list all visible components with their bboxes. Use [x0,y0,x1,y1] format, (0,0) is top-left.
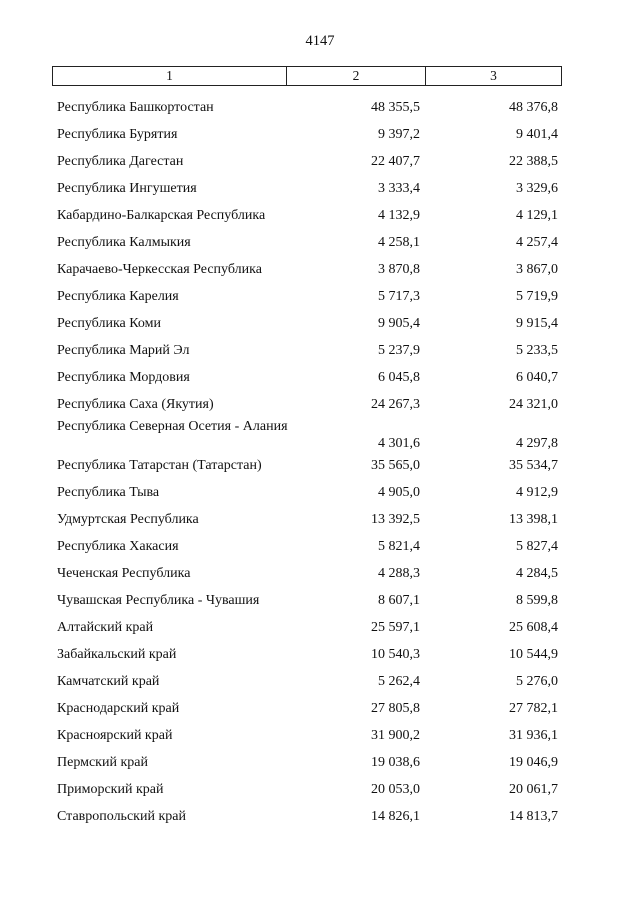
value-col-3: 20 061,7 [509,782,558,797]
value-col-2: 8 607,1 [378,593,420,608]
table-row [0,559,640,586]
table-row [0,505,640,532]
table-row [0,451,640,478]
table-row [0,613,640,640]
value-col-3: 3 329,6 [516,181,558,196]
value-col-2: 5 237,9 [378,343,420,358]
value-col-2: 31 900,2 [371,728,420,743]
region-name: Красноярский край [57,728,173,743]
region-name: Ставропольский край [57,809,186,824]
value-col-3: 14 813,7 [509,809,558,824]
value-col-3: 13 398,1 [509,512,558,527]
value-col-2: 3 870,8 [378,262,420,277]
table-body [0,93,640,829]
value-col-3: 4 284,5 [516,566,558,581]
value-col-2: 13 392,5 [371,512,420,527]
table-row [0,802,640,829]
value-col-3: 5 827,4 [516,539,558,554]
value-col-3: 4 297,8 [516,436,558,451]
value-col-3: 6 040,7 [516,370,558,385]
page-number: 4147 [305,33,335,49]
table-row [0,282,640,309]
table-row [0,748,640,775]
region-name: Алтайский край [57,620,154,635]
table-row [0,228,640,255]
value-col-3: 3 867,0 [516,262,558,277]
table-row [0,532,640,559]
table-row [0,120,640,147]
table-row [0,147,640,174]
value-col-3: 35 534,7 [509,458,558,473]
value-col-2: 25 597,1 [371,620,420,635]
table-row [0,390,640,417]
header-col-1: 1 [53,67,287,85]
value-col-3: 22 388,5 [509,154,558,169]
table-row [0,586,640,613]
value-col-2: 4 132,9 [378,208,420,223]
table-row [0,174,640,201]
region-name: Кабардино-Балкарская Республика [57,208,266,223]
value-col-2: 27 805,8 [371,701,420,716]
value-col-2: 5 821,4 [378,539,420,554]
value-col-3: 4 257,4 [516,235,558,250]
value-col-2: 5 717,3 [378,289,420,304]
value-col-2: 9 905,4 [378,316,420,331]
value-col-2: 48 355,5 [371,100,420,115]
value-col-2: 35 565,0 [371,458,420,473]
table-row [0,417,640,451]
region-name: Чеченская Республика [57,566,191,581]
value-col-3: 25 608,4 [509,620,558,635]
table-row [0,667,640,694]
value-col-2: 14 826,1 [371,809,420,824]
value-col-2: 3 333,4 [378,181,420,196]
region-name: Удмуртская Республика [57,512,199,527]
value-col-3: 9 915,4 [516,316,558,331]
value-col-2: 22 407,7 [371,154,420,169]
value-col-2: 19 038,6 [371,755,420,770]
value-col-3: 10 544,9 [509,647,558,662]
region-name: Республика Коми [57,316,161,331]
region-name: Республика Карелия [57,289,179,304]
region-name: Забайкальский край [57,647,177,662]
value-col-3: 48 376,8 [509,100,558,115]
region-name: Карачаево-Черкесская Республика [57,262,262,277]
table-row [0,721,640,748]
region-name: Чувашская Республика - Чувашия [57,593,260,608]
value-col-3: 8 599,8 [516,593,558,608]
value-col-2: 24 267,3 [371,397,420,412]
value-col-3: 4 912,9 [516,485,558,500]
value-col-2: 10 540,3 [371,647,420,662]
table-row [0,255,640,282]
region-name: Камчатский край [57,674,160,689]
region-name: Республика Марий Эл [57,343,190,358]
value-col-2: 4 258,1 [378,235,420,250]
value-col-3: 24 321,0 [509,397,558,412]
table-header [52,66,562,86]
value-col-2: 20 053,0 [371,782,420,797]
header-col-3: 3 [490,68,497,83]
value-col-3: 5 233,5 [516,343,558,358]
region-name: Республика Саха (Якутия) [57,397,214,412]
value-col-2: 6 045,8 [378,370,420,385]
region-name: Республика Башкортостан [57,100,214,115]
region-name: Краснодарский край [57,701,180,716]
table-row [0,694,640,721]
value-col-3: 27 782,1 [509,701,558,716]
region-name: Республика Хакасия [57,539,179,554]
region-name: Пермский край [57,755,148,770]
table-row [0,363,640,390]
region-name: Республика Тыва [57,485,160,500]
value-col-2: 5 262,4 [378,674,420,689]
value-col-3: 4 129,1 [516,208,558,223]
region-name: Республика Мордовия [57,370,190,385]
table-row [0,93,640,120]
value-col-3: 5 276,0 [516,674,558,689]
value-col-3: 31 936,1 [509,728,558,743]
table-row [0,309,640,336]
value-col-3: 19 046,9 [509,755,558,770]
value-col-2: 4 301,6 [378,436,420,451]
region-name: Республика Северная Осетия - Алания [57,419,288,434]
table-row [0,336,640,363]
table-row [0,775,640,802]
region-name: Республика Дагестан [57,154,184,169]
value-col-3: 5 719,9 [516,289,558,304]
region-name: Республика Бурятия [57,127,178,142]
value-col-2: 9 397,2 [378,127,420,142]
table-row [0,640,640,667]
table-row [0,478,640,505]
region-name: Республика Калмыкия [57,235,191,250]
table-row [0,201,640,228]
region-name: Республика Ингушетия [57,181,197,196]
region-name: Республика Татарстан (Татарстан) [57,458,262,473]
value-col-3: 9 401,4 [516,127,558,142]
header-col-2: 2 [287,67,426,85]
value-col-2: 4 288,3 [378,566,420,581]
region-name: Приморский край [57,782,164,797]
value-col-2: 4 905,0 [378,485,420,500]
